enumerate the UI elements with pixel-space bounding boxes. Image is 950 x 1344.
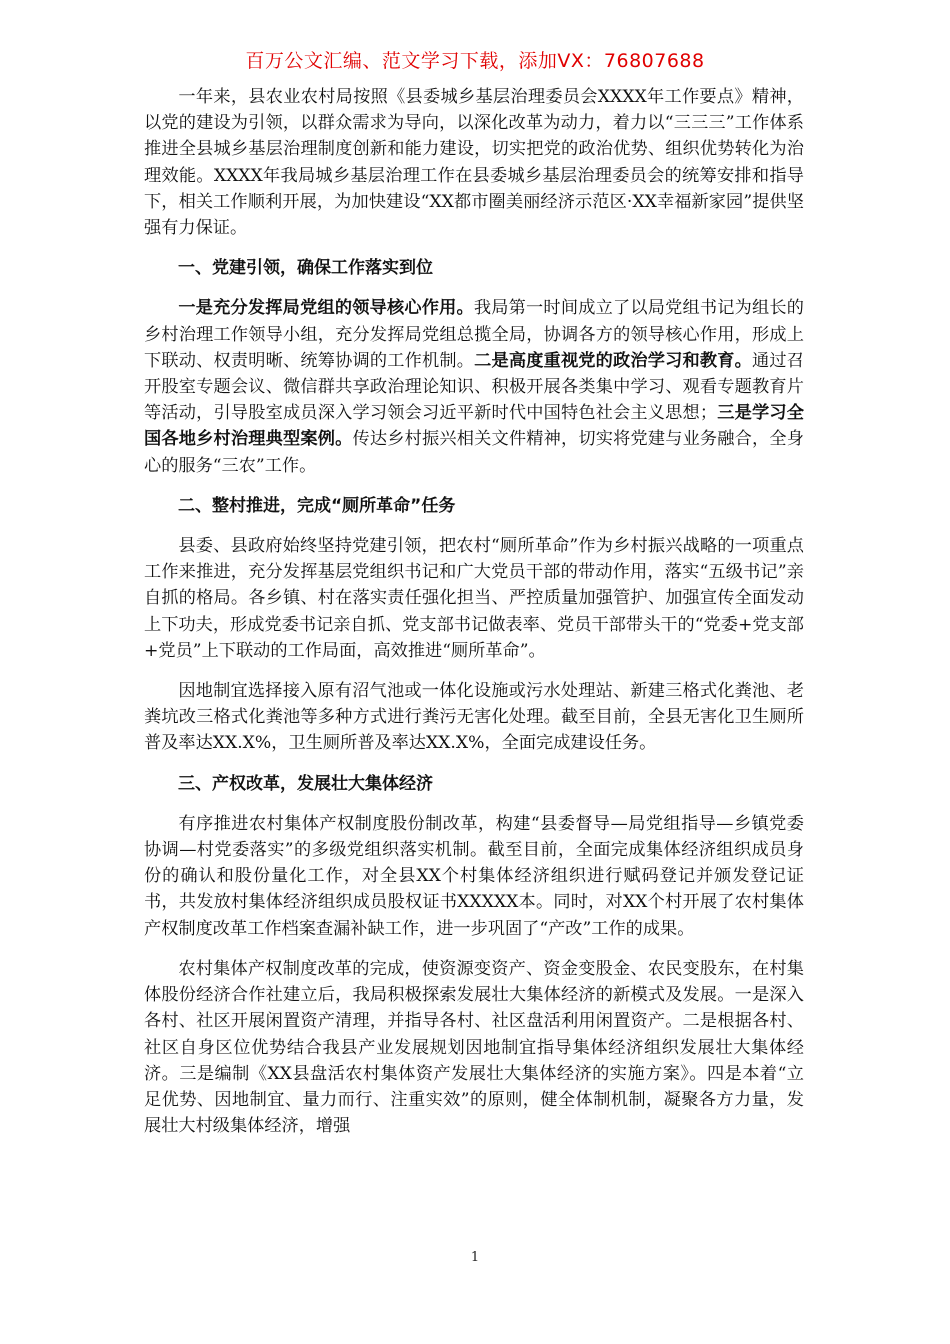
- section-1-paragraph: [144, 295, 804, 478]
- intro-paragraph: 一年来，县农业农村局按照《县委城乡基层治理委员会XXXX年工作要点》精神，以党的建设为引领，以群众需求为导向，以深化改革为动力，着力以“三三三”工作体系推进全县城乡基层治理制度创新和能力建设，切实把党的政治优势、组织优势转化为治理效能。XXXX年我局城乡基层治理工作在县委城乡基层治理委员会的统筹安排和指导下，相关工作顺利开展，为加快建设“XX都市圈美丽经济示范区·XX幸福新家园”提供坚强有力保证。: [144, 87, 804, 239]
- document-body: [144, 84, 804, 1139]
- section-1-lead-2: 二是高度重视党的政治学习和教育。: [474, 350, 753, 371]
- section-3-paragraph-1: 有序推进农村集体产权制度股份制改革，构建“县委督导—局党组指导—乡镇党委协调—村党委落实”的多级党组织落实机制。截至目前，全面完成集体经济组织成员身份的确认和股份量化工作，对全县XX个村集体经济组织进行赋码登记并颁发登记证书，共发放村集体经济组织成员股权证书XXXXX本。同时，对XX个村开展了农村集体产权制度改革工作档案查漏补缺工作，进一步巩固了“产改”工作的成果。: [144, 813, 804, 939]
- section-1-heading: 一、党建引领，确保工作落实到位: [178, 258, 433, 279]
- section-1-lead-1: 一是充分发挥局党组的领导核心作用。: [178, 298, 474, 319]
- page-number: 1: [470, 1250, 480, 1265]
- watermark-banner: 百万公文汇编、范文学习下载，添加VX：76807688: [245, 50, 705, 72]
- section-3-heading: 三、产权改革，发展壮大集体经济: [178, 773, 433, 794]
- section-1-text-2: 通过召开股室专题会议、微信群共享政治理论知识、积极开展各类集中学习、观看专题教育片等活动，引导股室成员深入学习领会习近平新时代中国特色社会主义思想；: [144, 350, 804, 424]
- section-2-paragraph-1: 县委、县政府始终坚持党建引领，把农村“厕所革命”作为乡村振兴战略的一项重点工作来推进，充分发挥基层党组织书记和广大党员干部的带动作用，落实“五级书记”亲自抓的格局。各乡镇、村在落实责任强化担当、严控质量加强管护、加强宣传全面发动上下功夫，形成党委书记亲自抓、党支部书记做表率、党员干部带头干的“党委+党支部+党员”上下联动的工作局面，高效推进“厕所革命”。: [144, 536, 804, 661]
- section-1-lead-3: 三是学习全国各地乡村治理典型案例。: [144, 403, 804, 450]
- section-2-heading: 二、整村推进，完成“厕所革命”任务: [178, 495, 456, 516]
- section-3-paragraph-2: 农村集体产权制度改革的完成，使资源变资产、资金变股金、农民变股东，在村集体股份经济合作社建立后，我局积极探索发展壮大集体经济的新模式及发展。一是深入各村、社区开展闲置资产清理，并指导各村、社区盘活利用闲置资产。二是根据各村、社区自身区位优势结合我县产业发展规划因地制宜指导集体经济组织发展壮大集体经济。三是编制《XX县盘活农村集体资产发展壮大集体经济的实施方案》。四是本着“立足优势、因地制宜、量力而行、注重实效”的原则，健全体制机制，凝聚各方力量，发展壮大村级集体经济，增强: [144, 958, 804, 1137]
- section-2-paragraph-2: 因地制宜选择接入原有沼气池或一体化设施或污水处理站、新建三格式化粪池、老粪坑改三格式化粪池等多种方式进行粪污无害化处理。截至目前，全县无害化卫生厕所普及率达XX.X%，卫生厕所普及率达XX.X%，全面完成建设任务。: [144, 681, 804, 754]
- section-1-text-1: 我局第一时间成立了以局党组书记为组长的乡村治理工作领导小组，充分发挥局党组总揽全局，协调各方的领导核心作用，形成上下联动、权责明晰、统筹协调的工作机制。: [144, 298, 804, 371]
- section-1-text-3: 传达乡村振兴相关文件精神，切实将党建与业务融合，全身心的服务“三农”工作。: [144, 429, 804, 476]
